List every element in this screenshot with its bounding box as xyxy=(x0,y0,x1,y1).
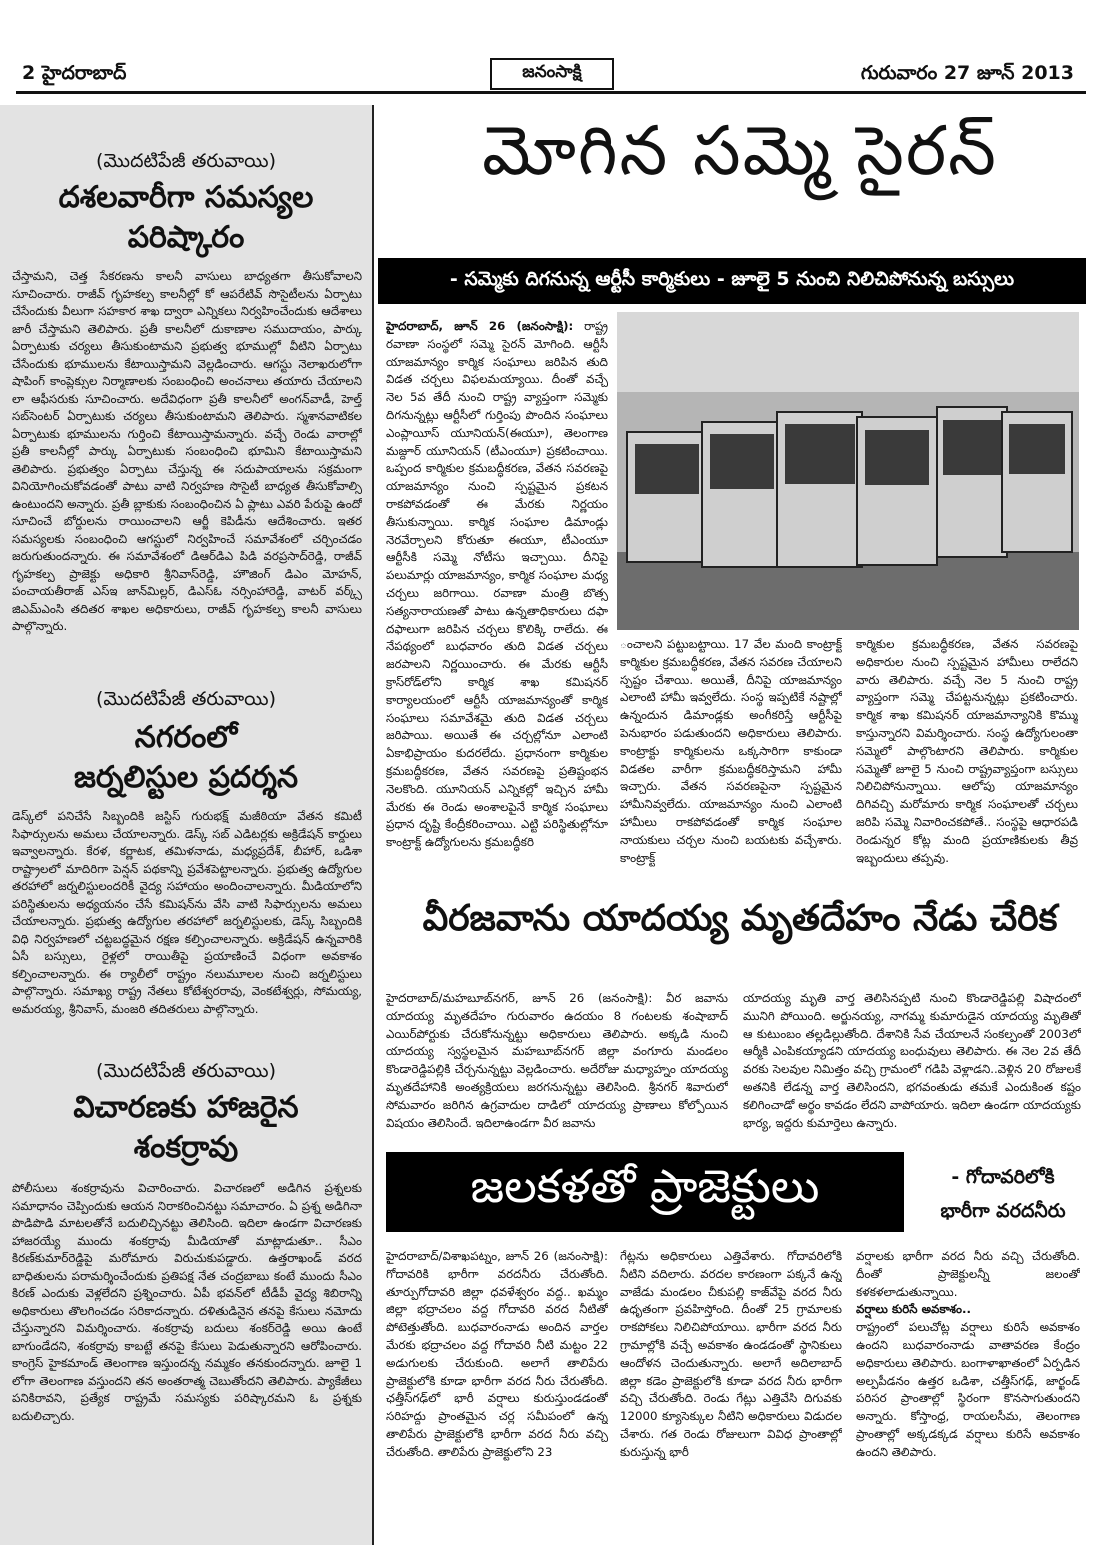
story3-subhead-line1: - గోదావరిలోకి xyxy=(951,1166,1055,1188)
main-headline: మోగిన సమ్మె సైరన్ xyxy=(482,112,998,191)
main-col1 xyxy=(386,318,608,878)
story3-col2: గేట్లను అధికారులు ఎత్తివేశారు. గోదావరిలోకి నీటిని వదిలారు. వరదల కారణంగా పక్కనే ఉన్న వాజేడు మండలం చీకుపల్లి కాజ్‌వేపై వరద నీరు ఉధృతంగా ప్రవహిస్తోంది. దీంతో 25 గ్రామాలకు రాకపోకలు నిలిచిపోయాయి. భారీగా వరద నీరు గ్రామాల్లోకి వచ్చే అవకాశం ఉండడంతో స్థానికులు ఆందోళన చెందుతున్నారు. అలాగే అదిలాబాద్ జిల్లా కడెం ప్రాజెక్టులోకి కూడా వరద నీరు భారీగా వచ్చి చేరుతోంది. రెండు గేట్లు ఎత్తివేసి దిగువకు 12000 క్యూసెక్కుల నీటిని అధికారులు విడుదల చేశారు. గత రెండు రోజులుగా వివిధ ప్రాంతాల్లో కురుస్తున్న భారీ xyxy=(620,1249,842,1459)
story3-headline-box xyxy=(386,1152,904,1232)
story3-col1: హైదరాబాద్/విశాఖపట్నం, జూన్ 26 (జనంసాక్షి): గోదావరికి భారీగా వరదనీరు చేరుతోంది. తూర్పుగోదావరి జిల్లా ధవళేశ్వరం వద్ద.. ఖమ్మం జిల్లా భద్రాచలం వద్ద గోదావరి వరద నీటితో పోటెత్తుతోంది. బుధవారంనాడు అందిన వార్తల మేరకు భద్రాచలం వద్ద గోదావరి నీటి మట్టం 22 అడుగులకు చేరుకుంది. అలాగే తాలిపేరు ప్రాజెక్టులోకి కూడా భారీగా వరద నీరు చేరుతోంది. ఛత్తీస్‌గఢ్‌లో భారీ వర్షాలు కురుస్తుండడంతో సరిహద్దు ప్రాంతమైన చర్ల సమీపంలో ఉన్న తాలిపేరు ప్రాజెక్టులోకి భారీగా వరద నీరు వచ్చి చేరుతోంది. తాలిపేరు ప్రాజెక్టులోని 23 xyxy=(386,1249,608,1459)
main-dateline: హైదరాబాద్, జూన్ 26 (జనంసాక్షి): xyxy=(386,319,574,333)
story3-col3-subhead: వర్షాలు కురిసే అవకాశం.. xyxy=(856,1302,971,1317)
story3-col3-text-b: రాష్ట్రంలో పలుచోట్ల వర్షాలు కురిసే అవకాశం ఉందని బుధవారంనాడు వాతావరణ కేంద్రం అధికారులు తెలిపారు. బంగాళాఖాతంలో ఏర్పడిన అల్పపీడనం ఉత్తర ఒడిశా, చత్తీస్‌గఢ్, జార్ఖండ్ పరిసర ప్రాంతాల్లో స్థిరంగా కొనసాగుతుందని అన్నారు. కోస్తాంధ్ర, రాయలసీమ, తెలంగాణ ప్రాంతాల్లో అక్కడక్కడ వర్షాలు కురిసే అవకాశం ఉందని తెలిపారు. xyxy=(856,1320,1080,1459)
issue-date: గురువారం 27 జూన్ 2013 xyxy=(860,62,1074,84)
story3-subhead-line2: భారీగా వరదనీరు xyxy=(940,1200,1066,1222)
sidebar-story1-kicker: (మొదటిపేజీ తరువాయి) xyxy=(96,150,276,172)
main-subhead-bar xyxy=(378,258,1086,304)
story3-col3 xyxy=(856,1248,1080,1548)
sidebar-story2-kicker: (మొదటిపేజీ తరువాయి) xyxy=(96,688,276,710)
masthead-logo xyxy=(490,58,614,90)
logo-text: జనంసాక్షి xyxy=(522,62,582,82)
sidebar-story2-head-line1: నగరంలో xyxy=(134,720,238,755)
bus-depot-image xyxy=(617,312,1079,630)
main-col3: కార్మికుల క్రమబద్ధీకరణ, వేతన సవరణపై అధికారుల నుంచి స్పష్టమైన హామీలు రాలేదని వారు తెలిపారు. వచ్చే నెల 5 నుంచి రాష్ట్ర వ్యాప్తంగా సమ్మె చేపట్టనున్నట్లు ప్రకటించారు. కార్మిక శాఖ కమిషనర్ యాజమాన్యానికి కొమ్ము కాస్తున్నారని విమర్శించారు. సంస్థ ఉద్యోగులంతా సమ్మెలో పాల్గొంటారని తెలిపారు. కార్మికుల సమ్మెతో జూలై 5 నుంచి రాష్ట్రవ్యాప్తంగా బస్సులు నిలిచిపోనున్నాయి. ఆలోపు యాజమాన్యం దిగివచ్చి మరోమారు కార్మిక సంఘాలతో చర్చలు జరిపి సమ్మె నివారించకపోతే.. సంస్థపై ఆధారపడి రెండున్నర కోట్ల మంది ప్రయాణికులకు తీవ్ర ఇబ్బందులు తప్పవు. xyxy=(856,637,1078,865)
story2-col2: యాదయ్య మృతి వార్త తెలిసినప్పటి నుంచి కొండారెడ్డిపల్లి విషాదంలో మునిగి పోయింది. అర్జునయ్య, నాగమ్మ కుమారుడైన యాదయ్య మృతితో ఆ కుటుంబం తల్లడిల్లుతోంది. దేశానికి సేవ చేయాలనే సంకల్పంతో 2003లో ఆర్మీకి ఎంపికయ్యాడని యాదయ్య బంధువులు తెలిపారు. ఈ నెల 2వ తేదీ వరకు సెలవుల నిమిత్తం వచ్చి గ్రామంలో గడిపి వెళ్లాడని..వెళ్లిన 20 రోజులకే అతనికి లేడన్న వార్త తెలిసిందని, భగవంతుడు తమకే ఎందుకింత కష్టం కలిగించాడో అర్థం కావడం లేదని వాపోయారు. ఇదిలా ఉండగా యాదయ్యకు భార్య, ఇద్దరు కుమార్తెలు ఉన్నారు. xyxy=(743,991,1081,1130)
header-rule xyxy=(16,91,1086,94)
story2-col1: హైదరాబాద్/మహబూబ్‌నగర్, జూన్ 26 (జనంసాక్షి): వీర జవాను యాదయ్య మృతదేహం గురువారం ఉదయం 8 గంటలకు శంషాబాద్ ఎయిర్‌పోర్టుకు చేరుకోనున్నట్టు అధికారులు తెలిపారు. అక్కడి నుంచి యాదయ్య స్వస్థలమైన మహబూబ్‌నగర్ జిల్లా వంగూరు మండలం కొండారెడ్డిపల్లికి చేర్చనున్నట్టు వెల్లడించారు. అదేరోజు మధ్యాహ్నం యాదయ్య మృతదేహానికి అంత్యక్రియలు జరగనున్నట్టు తెలిసింది. శ్రీనగర్ శివారులో సోమవారం జరిగిన ఉగ్రవాదుల దాడిలో యాదయ్య ప్రాణాలు కోల్పోయిన విషయం తెలిసిందే. ఇదిలాఉండగా వీర జవాను xyxy=(386,991,728,1130)
main-col1-text: రాష్ట్ర రవాణా సంస్థలో సమ్మె సైరన్ మోగింది. ఆర్టీసీ యాజమాన్యం కార్మిక సంఘాలు జరిపిన తుది విడత చర్చలు విఫలమయ్యాయి. దీంతో వచ్చే నెల 5వ తేదీ నుంచి రాష్ట్ర వ్యాప్తంగా సమ్మెకు దిగనున్నట్లు ఆర్టీసీలో గుర్తింపు పొందిన సంఘాలు ఎంప్లాయీస్ యూనియన్(ఈయూ), తెలంగాణ మజ్దూర్ యూనియన్ (టీఎంయూ) ప్రకటించాయి. ఒప్పంద కార్మికుల క్రమబద్ధీకరణ, వేతన సవరణపై యాజమాన్యం నుంచి స్పష్టమైన ప్రకటన రాకపోవడంతో ఈ మేరకు నిర్ణయం తీసుకున్నాయి. కార్మిక సంఘాల డిమాండ్లు నెరవేర్చాలని కోరుతూ ఈయూ, టీఎంయూ ఆర్టీసీకి సమ్మె నోటీసు ఇచ్చాయి. దీనిపై పలుమార్లు యాజమాన్యం, కార్మిక సంఘాల మధ్య చర్చలు జరిగాయి. రవాణా మంత్రి బొత్స సత్యనారాయణతో పాటు ఉన్నతాధికారులు దఫా దఫాలుగా జరిపిన చర్చలు కొలిక్కి రాలేదు. ఈ నేపథ్యంలో బుధవారం తుది విడత చర్చలు జరపాలని నిర్ణయించారు. ఈ మేరకు ఆర్టీసీ క్రాస్‌రోడ్‌లోని కార్మిక శాఖ కమిషనర్ కార్యాలయంలో ఆర్టీసీ యాజమాన్యంతో కార్మిక సంఘాలు సమావేశమై తుది విడత చర్చలు జరిపాయి. అయితే ఈ చర్చల్లోనూ ఎలాంటి ఏకాభిప్రాయం కుదరలేదు. ప్రధానంగా కార్మికుల క్రమబద్ధీకరణ, వేతన సవరణపై ప్రతిష్టంభన నెలకొంది. యూనియన్ ఎన్నికల్లో ఇచ్చిన హామీ మేరకు ఈ రెండు అంశాలపైనే కార్మిక సంఘాలు ప్రధాన దృష్టి కేంద్రీకరించాయి. ఎట్టి పరిస్థితుల్లోనూ కాంట్రాక్ట్ ఉద్యోగులను క్రమబద్ధీకరి xyxy=(386,319,608,850)
sidebar-story2-body: డెస్క్‌లో పనిచేసే సిబ్బందికి జస్టిస్ గురుభక్ష్ మజీఠియా వేతన కమిటీ సిఫార్సులను అమలు చేయాలన్నారు. డెస్క్ సబ్ ఎడిటర్లకు అక్రిడేషన్ కార్డులు ఇవ్వాలన్నారు. కేరళ, కర్ణాటక, తమిళనాడు, మధ్యప్రదేశ్, బీహార్, ఒడిశా రాష్ట్రాలలో మాదిరిగా పెన్షన్ పథకాన్ని ప్రవేశపెట్టాలన్నారు. ప్రభుత్వ ఉద్యోగుల తరహాలో జర్నలిస్టులందరికీ వైద్య సహాయం అందించాలన్నారు. మీడియాలోని పరిస్థితులను అధ్యయనం చేసే కమిషన్‌ను వేసి వాటి సిఫార్సులను అమలు చేయాలన్నారు. ప్రభుత్వ ఉద్యోగుల తరహాలో జర్నలిస్టులకు, డెస్క్ సిబ్బందికి విధి నిర్వహణలో చట్టబద్ధమైన రక్షణ కల్పించాలన్నారు. అక్రిడేషన్ ఉన్నవారికి ఏసీ బస్సులు, రైళ్లలో రాయితీపై ప్రయాణించే విధంగా అవకాశం కల్పించాలన్నారు. ఈ ర్యాలీలో రాష్ట్రం నలుమూలల నుంచి జర్నలిస్టులు పాల్గొన్నారు. సమాఖ్య రాష్ట్ర నేతలు కోటేశ్వరరావు, వెంకటేశ్వర్లు, సోమయ్య, అమరయ్య, శ్రీనివాస్, మంజరి తదితరులు పాల్గొన్నారు. xyxy=(12,809,362,1016)
sidebar-story1-head-line1: దశలవారీగా సమస్యల xyxy=(58,180,314,215)
story3-col3-text-a: వర్షాలకు భారీగా వరద నీరు వచ్చి చేరుతోంది. దీంతో ప్రాజెక్టులన్నీ జలంతో కళకళలాడుతున్నాయి. xyxy=(856,1249,1080,1299)
sidebar-story3-head-line1: విచారణకు హాజరైన xyxy=(73,1090,299,1125)
story3-headline: జలకళతో ప్రాజెక్టులు xyxy=(470,1159,820,1213)
page-number: 2 హైదరాబాద్ xyxy=(22,62,127,84)
sidebar-story3-body: పోలీసులు శంకర్రావును విచారించారు. విచారణలో అడిగిన ప్రశ్నలకు సమాధానం చెప్పిందుకు ఆయన నిరాకరించినట్టు సమాచారం. ఏ ప్రశ్న అడిగినా పొడిపొడి మాటలతోనే బదులిచ్చినట్టు తెలిసింది. ఇదిలా ఉండగా విచారణకు హాజరయ్యే ముందు శంకర్రావు మీడియాతో మాట్లాడుతూ.. సీఎం కిరణ్‌కుమార్‌రెడ్డిపై మరోమారు విరుచుకుపడ్డారు. ఉత్తరాఖండ్ వరద బాధితులను పరామర్శించేందుకు ప్రతిపక్ష నేత చంద్రబాబు కంటే ముందు సీఎం కిరణ్ ఎందుకు వెళ్లలేదని ప్రశ్నించారు. ఏపీ భవన్‌లో టీడీపీ వైద్య శిబిరాన్ని అధికారులు తొలగించడం సరికాదన్నారు. దళితుడినైన తనపై కేసులు నమోదు చేస్తున్నారని విమర్శించారు. శంకర్రావు బదులు శంకర్‌రెడ్డి అయి ఉంటే బాగుండేదని, శంకర్రావు కాబట్టే తనపై కేసులు పెడుతున్నారని ఆరోపించారు. కాంగ్రెస్ హైకమాండ్ తెలంగాణ ఇస్తుందన్న నమ్మకం తనకుందన్నారు. జూలై 1 లోగా తెలంగాణ వస్తుందని తన అంతరాత్మ చెబుతోందని తెలిపారు. ప్యాకేజీలు పనికిరావని, ప్రత్యేక రాష్ట్రమే సమస్యకు పరిష్కారమని ఓ ప్రశ్నకు బదులిచ్చారు. xyxy=(12,1181,362,1423)
sidebar-story1-body: చేస్తామని, చెత్త సేకరణను కాలనీ వాసులు బాధ్యతగా తీసుకోవాలని సూచించారు. రాజీవ్ గృహకల్ప కాలనీల్లో కో ఆపరేటివ్ సొసైటీలను ఏర్పాటు చేసేందుకు వీలుగా సహకార శాఖ ద్వారా ఎన్నికలు నిర్వహించేందుకు ఆదేశాలు జారీ చేస్తామని తెలిపారు. ప్రతీ కాలనీలో దుకాణాల సముదాయం, పార్కు ఏర్పాటుకు చర్యలు తీసుకుంటామని ప్రభుత్వ భూముల్లో వీటిని ఏర్పాటు చేసేందుకు భూములను కేటాయిస్తామని వెల్లడించారు. ఆగస్టు నెలాఖరులోగా షాపింగ్ కాంప్లెక్సుల నిర్మాణాలకు సంబంధించి అంచనాలు తయారు చేయాలని లా ఆఫీసరుకు సూచించారు. అదేవిధంగా ప్రతీ కాలనీలో అంగన్‌వాడీ, హెల్త్ సబ్‌సెంటర్ ఏర్పాటుకు చర్యలు తీసుకుంటామని తెలిపారు. స్మశానవాటికల ఏర్పాటుకు భూములను గుర్తించి కేటాయిస్తామన్నారు. వచ్చే రెండు వారాల్లో ప్రతీ కాలనీల్లో పార్కు ఏర్పాటుకు సంబంధించి భూమిని కేటాయిస్తామని తెలిపారు. ప్రభుత్వం ఏర్పాటు చేస్తున్న ఈ సదుపాయాలను సక్రమంగా వినియోగించుకోవడంతో పాటు వాటి నిర్వహణ సొసైటీ బాధ్యత తీసుకోవాల్సి ఉంటుందని అన్నారు. ప్రతీ బ్లాకుకు సంబంధించిన ఏ ప్లాటు ఎవరి పేరుపై ఉందో సూచించే బోర్డులను రాయించాలని ఆర్జీ కెపిడీను ఆదేశించారు. ఇతర సమస్యలకు సంబంధించి ఆగస్టులో నిర్వహించే సమావేశంలో చర్చించడం జరుగుతుందన్నారు. ఈ సమావేశంలో డిఆర్‌డిఎ పిడి వరప్రసాద్‌రెడ్డి, రాజీవ్ గృహకల్ప ప్రాజెక్టు అధికారి శ్రీనివాస్‌రెడ్డి, హౌజింగ్ డిఎం మోహన్, పంచాయతీరాజ్ ఎస్ఇ జాన్‌మిల్లర్, డిఎస్ఓ నర్సింహారెడ్డి, వాటర్ వర్క్స్ జిఎమ్‌ఎంసి తదితర శాఖల అధికారులు, రాజీవ్ గృహకల్ప కాలనీ వాసులు పాల్గొన్నారు. xyxy=(12,269,362,633)
story3-subhead xyxy=(918,1160,1088,1228)
sidebar-divider xyxy=(372,105,374,1545)
sidebar-story1-head-line2: పరిష్కారం xyxy=(127,220,245,255)
bus-depot-photo xyxy=(617,312,1079,630)
sidebar-story3-head-line2: శంకర్రావు xyxy=(133,1130,239,1165)
sidebar-story3-kicker: (మొదటిపేజీ తరువాయి) xyxy=(96,1060,276,1082)
main-col2: ంచాలని పట్టుబట్టాయి. 17 వేల మంది కాంట్రాక్ట్ కార్మికుల క్రమబద్ధీకరణ, వేతన సవరణ చేయాలని స్పష్టం చేశాయి. అయితే, దీనిపై యాజమాన్యం ఎలాంటి హామీ ఇవ్వలేదు. సంస్థ ఇప్పటికే నష్టాల్లో ఉన్నందున డిమాండ్లకు అంగీకరిస్తే ఆర్టీసీపై పెనుభారం పడుతుందని అధికారులు తెలిపారు. కాంట్రాక్టు కార్మికులను ఒక్కసారిగా కాకుండా విడతల వారీగా క్రమబద్ధీకరిస్తామని హామీ ఇచ్చారు. వేతన సవరణపైనా స్పష్టమైన హామీనివ్వలేదు. యాజమాన్యం నుంచి ఎలాంటి హామీలు రాకపోవడంతో కార్మిక సంఘాల నాయకులు చర్చల నుంచి బయటకు వచ్చేశారు. కాంట్రాక్ట్ xyxy=(620,637,842,865)
main-subhead-text: - సమ్మెకు దిగనున్న ఆర్టీసీ కార్మికులు - జూలై 5 నుంచి నిలిచిపోనున్న బస్సులు xyxy=(449,267,1015,290)
story2-headline: వీరజవాను యాదయ్య మృతదేహం నేడు చేరిక xyxy=(422,898,1058,939)
sidebar-story2-head-line2: జర్నలిస్టుల ప్రదర్శన xyxy=(73,760,298,795)
